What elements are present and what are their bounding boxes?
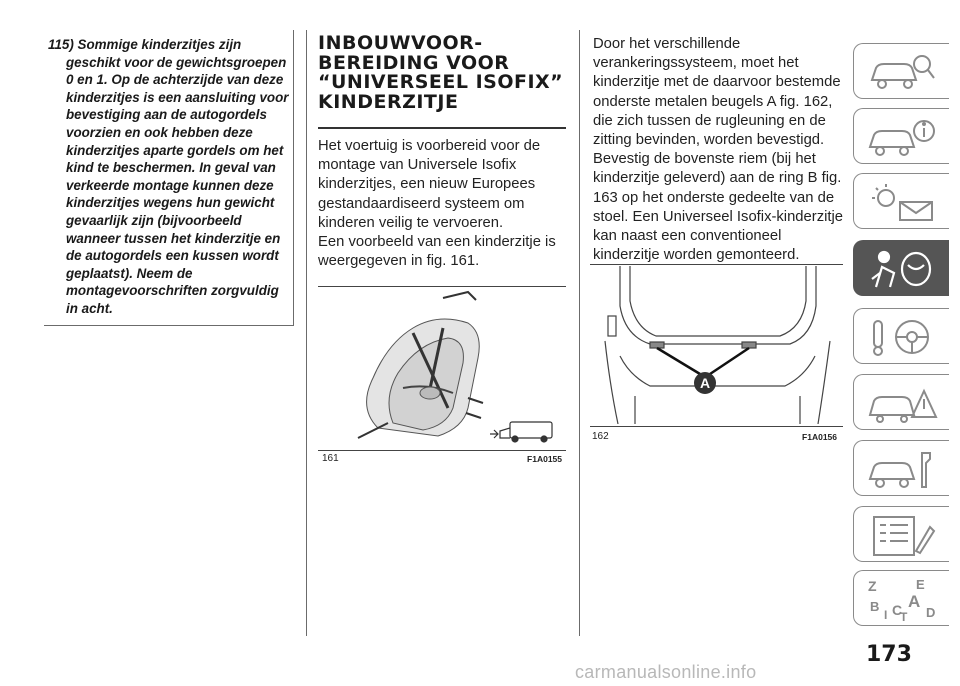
safety-airbag-icon bbox=[864, 247, 940, 291]
svg-text:D: D bbox=[926, 605, 936, 620]
column-divider-left bbox=[306, 30, 307, 636]
tab-car-info[interactable] bbox=[853, 108, 949, 164]
tab-safety[interactable] bbox=[853, 240, 949, 296]
example-paragraph: Een voorbeeld van een kinderzitje is weergegeven in fig. 161. bbox=[318, 234, 556, 270]
svg-text:I: I bbox=[884, 608, 888, 621]
isofix-anchor-illustration bbox=[590, 266, 843, 424]
car-emergency-icon bbox=[864, 381, 940, 425]
callout-a: A bbox=[699, 375, 711, 391]
svg-text:T: T bbox=[900, 610, 908, 621]
watermark: carmanualsonline.info bbox=[575, 662, 757, 682]
child-seat-illustration bbox=[318, 288, 566, 448]
tab-starting-driving[interactable] bbox=[853, 308, 949, 364]
section-heading: INBOUWVOOR-BEREIDING VOOR “UNIVERSEEL ISOFIX” KINDERZITJE bbox=[318, 32, 564, 113]
car-search-icon bbox=[864, 50, 940, 94]
heading-underline bbox=[318, 127, 566, 129]
column-divider-right bbox=[579, 30, 580, 636]
technical-data-icon bbox=[864, 513, 940, 557]
svg-text:E: E bbox=[916, 577, 925, 592]
figure-162-number: 162 bbox=[592, 431, 609, 442]
svg-text:A: A bbox=[908, 592, 921, 611]
tab-car-overview[interactable] bbox=[853, 43, 949, 99]
figure-161-code: F1A0155 bbox=[527, 454, 562, 464]
warning-lights-icon bbox=[864, 180, 940, 224]
van-icon bbox=[490, 422, 552, 442]
alphabetical-index-icon bbox=[864, 577, 940, 621]
figure-161 bbox=[318, 286, 566, 466]
figure-161-number: 161 bbox=[322, 453, 339, 464]
svg-text:C: C bbox=[892, 602, 903, 618]
figure-162 bbox=[590, 264, 843, 444]
svg-text:Z: Z bbox=[868, 578, 877, 594]
tab-emergency[interactable] bbox=[853, 374, 949, 430]
tab-warning-lights[interactable] bbox=[853, 173, 949, 229]
warning-note: 115) Sommige kinderzitjes zijn geschikt voor de gewichtsgroepen 0 en 1. Op de achterzijde van deze kinderzitjes is een aansluiting voor bevestiging aan de autogordels voorzien en ook hebben deze kinderzitjes aparte gordels om het kind te beschermen. In geval van verkeerde montage kunnen deze kinderzitjes wegens hun gewicht gevaarlijk zijn (bijvoorbeeld wanneer tussen het kinderzitje en de autogordels een kussen wordt geplaatst). Neem de montagevoorschriften zorgvuldig in acht. bbox=[48, 37, 289, 316]
steering-key-icon bbox=[864, 315, 940, 359]
tab-technical-data[interactable] bbox=[853, 506, 949, 562]
intro-paragraph: Het voertuig is voorbereid voor de montage van Universele Isofix kinderzitjes, een nieuw Europees gestandaardiseerd systeem om kinderen veilig te vervoeren. bbox=[318, 138, 541, 231]
tab-maintenance[interactable] bbox=[853, 440, 949, 496]
figure-162-code: F1A0156 bbox=[802, 432, 837, 442]
svg-text:B: B bbox=[870, 599, 880, 614]
mounting-paragraph: Door het verschillende verankeringssysteem, moet het kinderzitje met de daarvoor bestemde onderste metalen beugels A fig. 162, die zich tussen de rugleuning en de zitting bevinden, worden bevestigd. Bevestig de bovenste riem (bij het kinderzitje geleverd) aan de ring B fig. 163 op het onderste gedeelte van de stoel. Een Universeel Isofix-kinderzitje kan naast een conventioneel kinderzitje worden gemonteerd. bbox=[593, 36, 844, 264]
car-maintenance-icon bbox=[864, 447, 940, 491]
car-info-icon bbox=[864, 115, 940, 159]
page-number: 173 bbox=[866, 642, 912, 667]
tab-alphabetical-index[interactable] bbox=[853, 570, 949, 626]
